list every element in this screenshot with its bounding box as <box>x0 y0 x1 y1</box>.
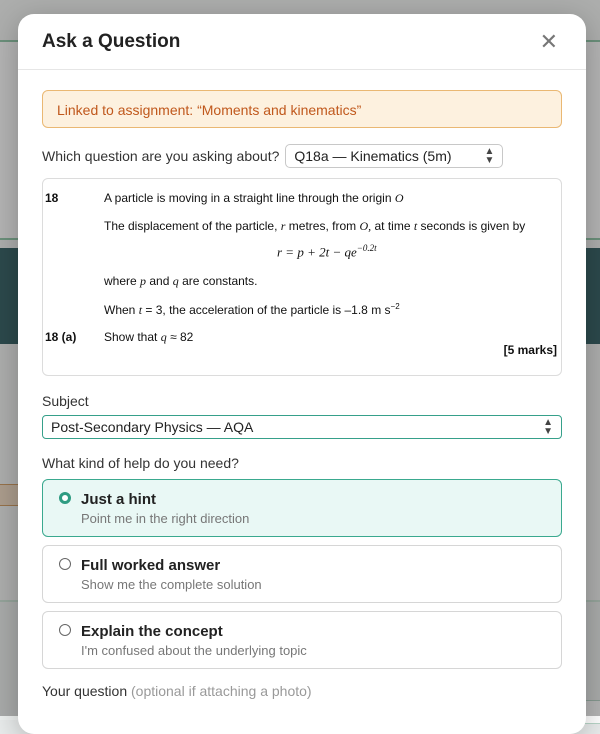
question-text: are constants. <box>182 274 258 288</box>
help-type-label: What kind of help do you need? <box>42 455 239 471</box>
question-var: t <box>138 303 143 317</box>
question-select[interactable] <box>285 144 503 168</box>
question-var: O <box>394 191 404 205</box>
question-text: where <box>104 274 137 288</box>
equation-exponent: −0.2t <box>356 243 377 253</box>
help-option-title: Explain the concept <box>81 623 223 640</box>
help-option-subtitle: I'm confused about the underlying topic <box>81 643 307 658</box>
help-option-title: Just a hint <box>81 491 157 508</box>
question-line <box>104 219 525 234</box>
question-part-number: 18 (a) <box>45 330 77 344</box>
linked-assignment-banner: Linked to assignment: “Moments and kinematics” <box>42 90 562 128</box>
question-select-label: Which question are you asking about? <box>42 148 280 164</box>
help-option-full-answer[interactable] <box>42 545 562 603</box>
modal-header <box>18 14 586 70</box>
your-question-hint: (optional if attaching a photo) <box>131 683 312 699</box>
question-text: and <box>149 274 170 288</box>
question-text: seconds is given by <box>420 219 526 233</box>
radio-icon[interactable] <box>59 624 71 636</box>
question-line <box>104 302 400 318</box>
chevron-updown-icon: ▲ ▼ <box>543 417 553 437</box>
modal-body <box>18 70 586 699</box>
question-equation <box>277 243 377 260</box>
question-text: ≈ 82 <box>170 330 194 344</box>
subject-select[interactable] <box>42 415 562 439</box>
radio-selected-icon[interactable] <box>59 492 71 504</box>
question-var: t <box>413 219 418 233</box>
help-option-subtitle: Show me the complete solution <box>81 577 262 592</box>
unit-exponent: −2 <box>390 302 400 311</box>
question-text: at time <box>374 219 411 233</box>
question-text: metres, from <box>288 219 357 233</box>
subject-select-value: Post-Secondary Physics — AQA <box>51 419 254 435</box>
your-question-title: Your question <box>42 683 128 699</box>
question-text: A particle is moving in a straight line through the origin <box>104 191 392 205</box>
question-var: q <box>172 274 179 288</box>
question-select-value: Q18a — Kinematics (5m) <box>294 148 452 164</box>
question-text: The displacement of the particle, <box>104 219 278 233</box>
modal-title: Ask a Question <box>42 30 181 52</box>
question-marks: [5 marks] <box>503 343 557 357</box>
subject-label: Subject <box>42 393 89 409</box>
close-icon[interactable]: ✕ <box>539 28 558 54</box>
question-line <box>104 330 193 345</box>
question-text: = 3, the acceleration of the particle is –1.8 m s <box>145 303 391 317</box>
help-option-subtitle: Point me in the right direction <box>81 511 250 526</box>
chevron-updown-icon: ▲ ▼ <box>484 146 495 166</box>
question-var: q <box>160 330 167 344</box>
question-select-row <box>42 144 562 168</box>
radio-icon[interactable] <box>59 558 71 570</box>
question-preview <box>42 178 562 376</box>
question-var: r <box>280 219 286 233</box>
question-line <box>104 274 257 289</box>
your-question-label <box>42 683 562 699</box>
help-option-hint[interactable] <box>42 479 562 537</box>
question-number: 18 <box>45 191 59 205</box>
equation-text: r = p + 2t − qe <box>277 244 357 260</box>
help-option-explain-concept[interactable] <box>42 611 562 669</box>
question-line <box>104 191 404 206</box>
question-text: Show that <box>104 330 158 344</box>
help-option-title: Full worked answer <box>81 557 221 574</box>
question-var: O, <box>359 219 372 233</box>
ask-question-modal <box>18 14 586 734</box>
question-var: p <box>140 274 147 288</box>
question-text: When <box>104 303 136 317</box>
